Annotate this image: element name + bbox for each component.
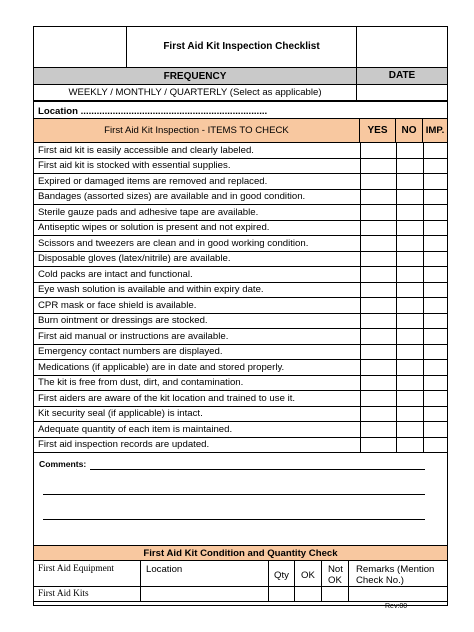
col-remarks-label: Check No.): [356, 575, 404, 586]
checklist-item-label: Antiseptic wipes or solution is present and not expired.: [38, 222, 270, 233]
yes-checkbox[interactable]: [361, 407, 396, 422]
imp-checkbox[interactable]: [424, 345, 448, 360]
checklist-item-label: Disposable gloves (latex/nitrile) are available.: [38, 253, 231, 264]
imp-checkbox[interactable]: [424, 422, 448, 437]
imp-checkbox[interactable]: [424, 236, 448, 251]
no-checkbox[interactable]: [397, 143, 423, 158]
yes-checkbox[interactable]: [361, 360, 396, 375]
checklist-item-label: The kit is free from dust, dirt, and contamination.: [38, 377, 244, 388]
date-label: DATE: [388, 70, 416, 81]
imp-checkbox[interactable]: [424, 298, 448, 313]
frequency-header: [33, 67, 357, 85]
condition-title: First Aid Kit Condition and Quantity Check: [143, 548, 338, 559]
imp-checkbox[interactable]: [424, 159, 448, 174]
checklist-row: [33, 221, 448, 237]
checklist-item-label: Bandages (assorted sizes) are available and in good condition.: [38, 191, 306, 202]
imp-checkbox[interactable]: [424, 205, 448, 220]
col-qty-label: Qty: [274, 570, 289, 581]
yes-checkbox[interactable]: [361, 314, 396, 329]
checklist-row: [33, 298, 448, 314]
checklist-row: [33, 205, 448, 221]
checklist-row: [33, 236, 448, 252]
col-not-ok-label: Not: [328, 564, 343, 575]
date-field[interactable]: [356, 84, 448, 101]
imp-checkbox[interactable]: [424, 221, 448, 236]
checklist-row: [33, 329, 448, 345]
condition-header: [33, 545, 448, 561]
imp-checkbox[interactable]: [424, 252, 448, 267]
frequency-label: FREQUENCY: [163, 71, 227, 82]
checklist-item-label: Burn ointment or dressings are stocked.: [38, 315, 208, 326]
col-equipment-label: First Aid Equipment: [38, 564, 114, 574]
no-checkbox[interactable]: [397, 360, 423, 375]
yes-header: [359, 118, 396, 143]
title-cell: [126, 26, 357, 68]
imp-checkbox[interactable]: [424, 376, 448, 391]
yes-checkbox[interactable]: [361, 298, 396, 313]
no-checkbox[interactable]: [397, 438, 423, 453]
yes-checkbox[interactable]: [361, 345, 396, 360]
page-title: First Aid Kit Inspection Checklist: [163, 41, 320, 52]
checklist-row: [33, 314, 448, 330]
checklist-row: [33, 422, 448, 438]
yes-checkbox[interactable]: [361, 190, 396, 205]
remarks-input-cell[interactable]: [348, 586, 448, 602]
imp-checkbox[interactable]: [424, 143, 448, 158]
comments-area[interactable]: [33, 453, 448, 546]
checklist-item-label: Expired or damaged items are removed and replaced.: [38, 175, 268, 187]
checklist-row: [33, 143, 448, 159]
no-header: [395, 118, 423, 143]
no-checkbox[interactable]: [397, 159, 423, 174]
location-row[interactable]: [33, 100, 448, 119]
checklist-row: [33, 407, 448, 423]
no-checkbox[interactable]: [397, 314, 423, 329]
no-checkbox[interactable]: [397, 221, 423, 236]
imp-checkbox[interactable]: [424, 329, 448, 344]
not-ok-input-cell[interactable]: [321, 586, 349, 602]
no-checkbox[interactable]: [397, 391, 423, 406]
yes-checkbox[interactable]: [361, 236, 396, 251]
no-checkbox[interactable]: [397, 236, 423, 251]
yes-checkbox[interactable]: [361, 422, 396, 437]
imp-checkbox[interactable]: [424, 283, 448, 298]
col-qty: [268, 560, 295, 587]
no-checkbox[interactable]: [397, 283, 423, 298]
no-checkbox[interactable]: [397, 407, 423, 422]
logo-cell: [33, 26, 127, 68]
imp-checkbox[interactable]: [424, 438, 448, 453]
col-not-ok-label: OK: [328, 575, 342, 586]
imp-checkbox[interactable]: [424, 360, 448, 375]
checklist-item-label: First aiders are aware of the kit location and trained to use it.: [38, 392, 296, 404]
checklist-row: [33, 438, 448, 454]
col-ok-label: OK: [301, 570, 315, 581]
checklist-item-label: Sterile gauze pads and adhesive tape are available.: [38, 206, 259, 218]
comment-line: [90, 469, 425, 470]
checklist-row: [33, 252, 448, 268]
checklist-item-label: Cold packs are intact and functional.: [38, 268, 193, 280]
checklist-row: [33, 391, 448, 407]
equipment-cell: [33, 586, 141, 602]
checklist-row: [33, 345, 448, 361]
items-header-label: First Aid Kit Inspection - ITEMS TO CHECK: [104, 125, 289, 136]
comments-label: Comments:: [39, 459, 87, 469]
frequency-options: WEEKLY / MONTHLY / QUARTERLY (Select as applicable): [68, 87, 322, 98]
checklist-item-label: Eye wash solution is available and within expiry date.: [38, 284, 264, 295]
col-location-label: Location: [146, 564, 183, 575]
yes-checkbox[interactable]: [361, 221, 396, 236]
no-label: NO: [401, 125, 417, 136]
no-checkbox[interactable]: [397, 376, 423, 391]
checklist-row: [33, 360, 448, 376]
ok-input-cell[interactable]: [294, 586, 322, 602]
equipment-label: First Aid Kits: [38, 589, 89, 599]
yes-label: YES: [367, 125, 388, 136]
frequency-options-cell[interactable]: [33, 84, 357, 101]
imp-checkbox[interactable]: [424, 391, 448, 406]
checklist-item-label: Scissors and tweezers are clean and in good working condition.: [38, 237, 309, 249]
imp-checkbox[interactable]: [424, 267, 448, 282]
no-checkbox[interactable]: [397, 190, 423, 205]
no-checkbox[interactable]: [397, 252, 423, 267]
qty-input-cell[interactable]: [268, 586, 295, 602]
yes-checkbox[interactable]: [361, 252, 396, 267]
imp-checkbox[interactable]: [424, 314, 448, 329]
checklist-row: [33, 174, 448, 190]
checklist-row: [33, 190, 448, 206]
checklist-item-label: Adequate quantity of each item is maintained.: [38, 423, 233, 435]
no-checkbox[interactable]: [397, 205, 423, 220]
imp-checkbox[interactable]: [424, 407, 448, 422]
imp-checkbox[interactable]: [424, 174, 448, 189]
checklist-row: [33, 376, 448, 392]
no-checkbox[interactable]: [397, 422, 423, 437]
imp-label: IMP.: [425, 125, 445, 136]
imp-checkbox[interactable]: [424, 190, 448, 205]
checklist-item-label: Medications (if applicable) are in date and stored properly.: [38, 361, 285, 373]
yes-checkbox[interactable]: [361, 267, 396, 282]
yes-checkbox[interactable]: [361, 159, 396, 174]
no-checkbox[interactable]: [397, 345, 423, 360]
no-checkbox[interactable]: [397, 329, 423, 344]
comment-line: [43, 519, 425, 520]
title-right-cell: [356, 26, 448, 68]
location-label: Location ......................................................................: [38, 106, 268, 117]
comment-line: [43, 494, 425, 495]
yes-checkbox[interactable]: [361, 283, 396, 298]
checklist-item-label: First aid kit is stocked with essential supplies.: [38, 160, 231, 171]
imp-header: [422, 118, 448, 143]
location-input-cell[interactable]: [140, 586, 269, 602]
col-location: [140, 560, 269, 587]
checklist-item-label: First aid inspection records are updated.: [38, 439, 210, 450]
col-remarks: [348, 560, 448, 587]
col-not-ok: [321, 560, 349, 587]
yes-checkbox[interactable]: [361, 143, 396, 158]
no-checkbox[interactable]: [397, 267, 423, 282]
col-equipment: [33, 560, 141, 587]
yes-checkbox[interactable]: [361, 376, 396, 391]
checklist-row: [33, 267, 448, 283]
checklist-item-label: Emergency contact numbers are displayed.: [38, 346, 223, 357]
yes-checkbox[interactable]: [361, 438, 396, 453]
date-header: [356, 67, 448, 85]
yes-checkbox[interactable]: [361, 205, 396, 220]
checklist-item-label: CPR mask or face shield is available.: [38, 299, 197, 311]
yes-checkbox[interactable]: [361, 329, 396, 344]
items-header: [33, 118, 360, 143]
yes-checkbox[interactable]: [361, 174, 396, 189]
no-checkbox[interactable]: [397, 298, 423, 313]
checklist-item-label: First aid manual or instructions are available.: [38, 330, 229, 342]
checklist-item-label: Kit security seal (if applicable) is intact.: [38, 408, 203, 419]
checklist-row: [33, 283, 448, 299]
checklist-item-label: First aid kit is easily accessible and clearly labeled.: [38, 144, 254, 156]
col-ok: [294, 560, 322, 587]
no-checkbox[interactable]: [397, 174, 423, 189]
checklist-row: [33, 159, 448, 175]
col-remarks-label: Remarks (Mention: [356, 564, 435, 575]
revision-label: Rev:00: [385, 603, 408, 610]
yes-checkbox[interactable]: [361, 391, 396, 406]
